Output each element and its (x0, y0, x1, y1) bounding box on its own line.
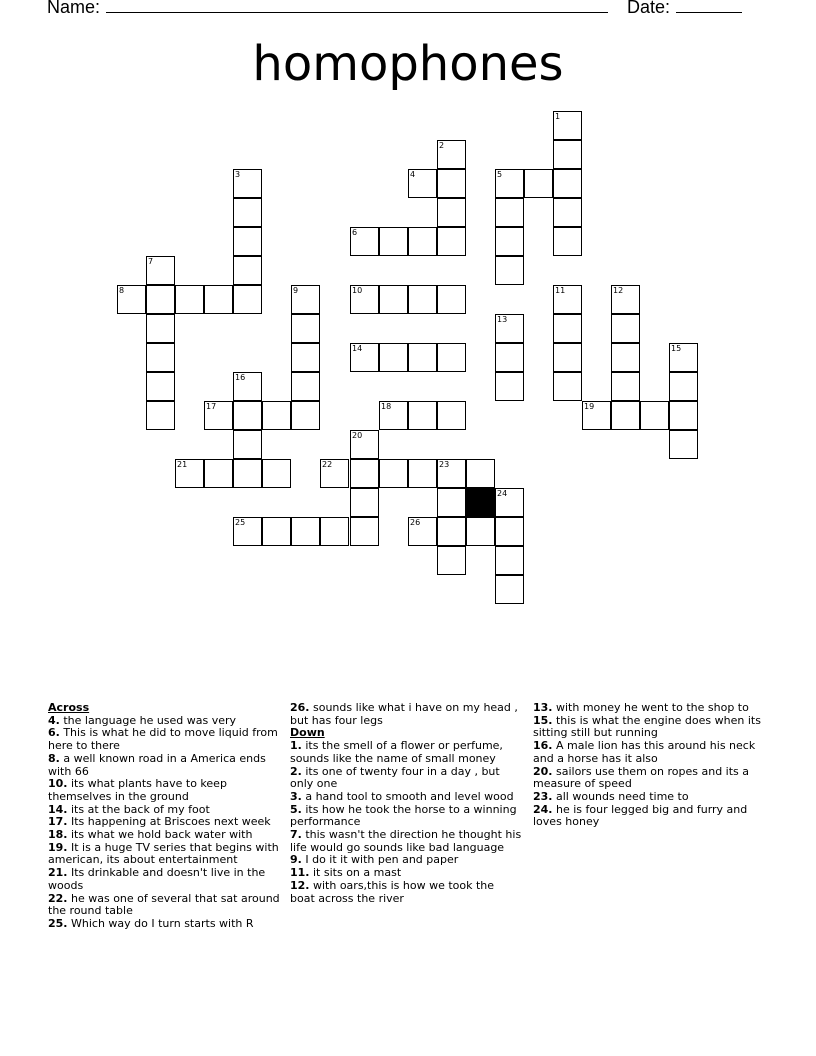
grid-cell[interactable] (553, 314, 582, 343)
down-clue-list-continued (533, 702, 765, 829)
clue-num: 22. (48, 891, 68, 905)
across-clue-list (48, 715, 280, 931)
grid-cell[interactable] (611, 285, 640, 314)
grid-cell[interactable] (350, 227, 379, 256)
clue-number: 15 (671, 344, 682, 353)
clue-text: a well known road in a America ends with 66 (48, 751, 266, 778)
clue-text: its one of twenty four in a day , but only one (290, 764, 500, 791)
grid-cell[interactable] (611, 343, 640, 372)
grid-cell[interactable] (146, 285, 175, 314)
clue-number: 20 (352, 431, 363, 440)
grid-cell[interactable] (379, 285, 408, 314)
grid-cell[interactable] (437, 140, 466, 169)
grid-cell[interactable] (437, 459, 466, 488)
grid-cell[interactable] (437, 198, 466, 227)
grid-cell[interactable] (437, 227, 466, 256)
clue-number: 12 (613, 286, 624, 295)
page-title: homophones (252, 36, 564, 92)
across-clue (290, 702, 522, 727)
across-clue (48, 842, 280, 867)
grid-cell[interactable] (291, 401, 320, 430)
grid-cell[interactable] (669, 343, 698, 372)
clues-column-1 (48, 702, 280, 931)
grid-cell[interactable] (437, 285, 466, 314)
grid-cell[interactable] (408, 459, 437, 488)
grid-cell[interactable] (640, 401, 669, 430)
grid-cell[interactable] (437, 488, 466, 517)
clue-number: 18 (381, 402, 392, 411)
clue-number: 24 (497, 489, 508, 498)
grid-cell[interactable] (233, 256, 262, 285)
grid-cell[interactable] (495, 256, 524, 285)
grid-cell[interactable] (350, 285, 379, 314)
grid-cell[interactable] (233, 285, 262, 314)
clue-number: 26 (410, 518, 421, 527)
grid-cell[interactable] (553, 372, 582, 401)
clue-number: 8 (119, 286, 125, 295)
grid-cell[interactable] (291, 343, 320, 372)
clue-text: this is what the engine does when its sitting still but running (533, 713, 761, 740)
clue-num: 12. (290, 878, 310, 892)
grid-cell[interactable] (553, 169, 582, 198)
clue-num: 8. (48, 751, 60, 765)
clue-num: 7. (290, 828, 302, 842)
clue-num: 19. (48, 840, 68, 854)
clue-number: 14 (352, 344, 363, 353)
clue-num: 6. (48, 726, 60, 740)
grid-cell[interactable] (262, 401, 291, 430)
clue-num: 10. (48, 777, 68, 791)
grid-cell[interactable] (233, 198, 262, 227)
clue-text: with money he went to the shop to (552, 701, 749, 714)
grid-cell[interactable] (175, 285, 204, 314)
clue-text: A male lion has this around his neck and a horse has it also (533, 739, 756, 765)
clue-text: a hand tool to smooth and level wood (301, 789, 514, 803)
clue-num: 9. (290, 853, 302, 867)
grid-cell[interactable] (408, 343, 437, 372)
grid-cell[interactable] (669, 430, 698, 459)
clue-num: 3. (290, 789, 302, 803)
clue-number: 2 (439, 141, 445, 150)
clue-text: Its drinkable and doesn't live in the woods (48, 866, 266, 892)
clue-num: 2. (290, 764, 302, 778)
clue-number: 3 (235, 170, 241, 179)
grid-cell[interactable] (379, 401, 408, 430)
grid-cell[interactable] (669, 372, 698, 401)
down-clue (290, 804, 522, 829)
clue-num: 5. (290, 802, 302, 816)
down-heading: Down (290, 726, 325, 740)
across-clue (48, 893, 280, 918)
down-clue (290, 740, 522, 765)
clue-num: 21. (48, 866, 68, 880)
clue-text: with oars,this is how we took the boat across the river (290, 878, 495, 905)
clue-number: 7 (148, 257, 154, 266)
across-clue (48, 727, 280, 752)
clue-text: Which way do I turn starts with R (67, 916, 254, 930)
grid-cell[interactable] (495, 227, 524, 256)
grid-cell[interactable] (408, 285, 437, 314)
grid-cell[interactable] (204, 401, 233, 430)
grid-cell[interactable] (233, 430, 262, 459)
grid-cell[interactable] (379, 343, 408, 372)
clue-num: 20. (533, 764, 553, 778)
grid-cell[interactable] (262, 459, 291, 488)
clues-column-2 (290, 702, 522, 905)
clue-text: It is a huge TV series that begins with american, its about entertainment (48, 840, 279, 867)
grid-cell[interactable] (611, 314, 640, 343)
grid-cell[interactable] (233, 459, 262, 488)
down-clue (290, 880, 522, 905)
grid-cell[interactable] (146, 343, 175, 372)
down-clue (290, 829, 522, 854)
clue-text: its the smell of a flower or perfume, sounds like the name of small money (290, 739, 503, 765)
grid-cell[interactable] (553, 140, 582, 169)
clue-text: he is four legged big and furry and loves honey (533, 802, 748, 829)
across-clue (48, 918, 280, 931)
down-clue (533, 740, 765, 765)
down-clue (533, 715, 765, 740)
clue-num: 15. (533, 713, 553, 727)
grid-cell[interactable] (379, 459, 408, 488)
grid-cell[interactable] (291, 517, 320, 546)
clue-number: 19 (584, 402, 595, 411)
grid-cell[interactable] (437, 517, 466, 546)
grid-cell[interactable] (408, 227, 437, 256)
clue-num: 4. (48, 713, 60, 727)
across-clue (48, 867, 280, 892)
clue-num: 17. (48, 815, 68, 829)
name-label: Name: (47, 0, 101, 17)
grid-cell[interactable] (291, 314, 320, 343)
grid-cell[interactable] (146, 314, 175, 343)
clue-number: 13 (497, 315, 508, 324)
down-clue-list (290, 740, 522, 905)
clue-text: its what we hold back water with (67, 828, 253, 842)
clue-text: This is what he did to move liquid from here to there (48, 726, 278, 753)
clue-text: all wounds need time to (552, 789, 689, 803)
clue-number: 4 (410, 170, 416, 179)
clue-number: 1 (555, 112, 561, 121)
grid-cell[interactable] (495, 198, 524, 227)
grid-cell[interactable] (233, 401, 262, 430)
clue-text: sounds like what i have on my head , but has four legs (290, 701, 518, 727)
grid-cell[interactable] (233, 517, 262, 546)
grid-cell[interactable] (495, 343, 524, 372)
clue-text: I do it it with pen and paper (301, 853, 459, 867)
grid-cell[interactable] (233, 169, 262, 198)
grid-cell[interactable] (117, 285, 146, 314)
down-clue (533, 804, 765, 829)
clue-text: the language he used was very (59, 713, 237, 727)
grid-cell[interactable] (291, 285, 320, 314)
grid-cell[interactable] (669, 401, 698, 430)
across-clue-list-continued (290, 702, 522, 727)
grid-cell[interactable] (146, 256, 175, 285)
clue-number: 22 (322, 460, 333, 469)
grid-cell[interactable] (350, 459, 379, 488)
clue-number: 11 (555, 286, 566, 295)
grid-cell[interactable] (553, 198, 582, 227)
grid-cell[interactable] (146, 372, 175, 401)
grid-cell[interactable] (350, 517, 379, 546)
clue-num: 23. (533, 789, 553, 803)
grid-cell[interactable] (437, 401, 466, 430)
clue-text: he was one of several that sat around the round table (48, 891, 280, 918)
grid-cell[interactable] (495, 546, 524, 575)
clue-num: 25. (48, 916, 68, 930)
grid-cell[interactable] (553, 111, 582, 140)
clue-number: 17 (206, 402, 217, 411)
grid-cell[interactable] (350, 430, 379, 459)
grid-cell[interactable] (437, 169, 466, 198)
clue-number: 23 (439, 460, 450, 469)
grid-cell[interactable] (466, 459, 495, 488)
grid-cell[interactable] (408, 517, 437, 546)
down-clue (290, 766, 522, 791)
grid-cell[interactable] (553, 285, 582, 314)
clue-number: 5 (497, 170, 503, 179)
clue-text: its what plants have to keep themselves in the ground (48, 777, 227, 803)
clue-number: 9 (293, 286, 299, 295)
clue-text: it sits on a mast (309, 866, 402, 880)
clue-num: 26. (290, 701, 310, 714)
grid-cell[interactable] (291, 372, 320, 401)
clue-number: 16 (235, 373, 246, 382)
black-cell (466, 488, 495, 517)
grid-cell[interactable] (408, 401, 437, 430)
grid-cell[interactable] (582, 401, 611, 430)
clue-text: sailors use them on ropes and its a measure of speed (533, 764, 750, 791)
grid-cell[interactable] (146, 401, 175, 430)
across-heading: Across (48, 701, 90, 714)
grid-cell[interactable] (437, 343, 466, 372)
clue-text: its how he took the horse to a winning performance (290, 802, 517, 829)
grid-cell[interactable] (204, 285, 233, 314)
grid-cell[interactable] (379, 227, 408, 256)
date-label: Date: (627, 0, 671, 17)
grid-cell[interactable] (495, 517, 524, 546)
clue-num: 11. (290, 866, 310, 880)
clue-num: 1. (290, 739, 302, 753)
grid-cell[interactable] (320, 517, 349, 546)
grid-cell[interactable] (233, 227, 262, 256)
grid-cell[interactable] (495, 488, 524, 517)
clue-text: its at the back of my foot (67, 802, 210, 816)
grid-cell[interactable] (320, 459, 349, 488)
grid-cell[interactable] (175, 459, 204, 488)
grid-cell[interactable] (408, 169, 437, 198)
grid-cell[interactable] (204, 459, 233, 488)
clue-number: 10 (352, 286, 363, 295)
clue-number: 21 (177, 460, 188, 469)
clue-num: 14. (48, 802, 68, 816)
across-clue (48, 778, 280, 803)
grid-cell[interactable] (262, 517, 291, 546)
clue-number: 6 (352, 228, 358, 237)
grid-cell[interactable] (495, 169, 524, 198)
clue-text: Its happening at Briscoes next week (67, 815, 271, 829)
grid-cell[interactable] (524, 169, 553, 198)
grid-cell[interactable] (233, 372, 262, 401)
clue-num: 13. (533, 701, 553, 714)
grid-cell[interactable] (350, 488, 379, 517)
clue-num: 24. (533, 802, 553, 816)
clue-num: 16. (533, 739, 553, 753)
grid-cell[interactable] (495, 314, 524, 343)
grid-cell[interactable] (466, 517, 495, 546)
grid-cell[interactable] (611, 372, 640, 401)
grid-cell[interactable] (350, 343, 379, 372)
clues-column-3 (533, 702, 765, 829)
clue-num: 18. (48, 828, 68, 842)
grid-cell[interactable] (553, 227, 582, 256)
down-clue (533, 766, 765, 791)
clue-text: this wasn't the direction he thought his life would go sounds like bad language (290, 828, 522, 854)
clue-number: 25 (235, 518, 246, 527)
grid-cell[interactable] (611, 401, 640, 430)
grid-cell[interactable] (495, 372, 524, 401)
across-clue (48, 753, 280, 778)
grid-cell[interactable] (553, 343, 582, 372)
grid-cell[interactable] (437, 546, 466, 575)
grid-cell[interactable] (495, 575, 524, 604)
